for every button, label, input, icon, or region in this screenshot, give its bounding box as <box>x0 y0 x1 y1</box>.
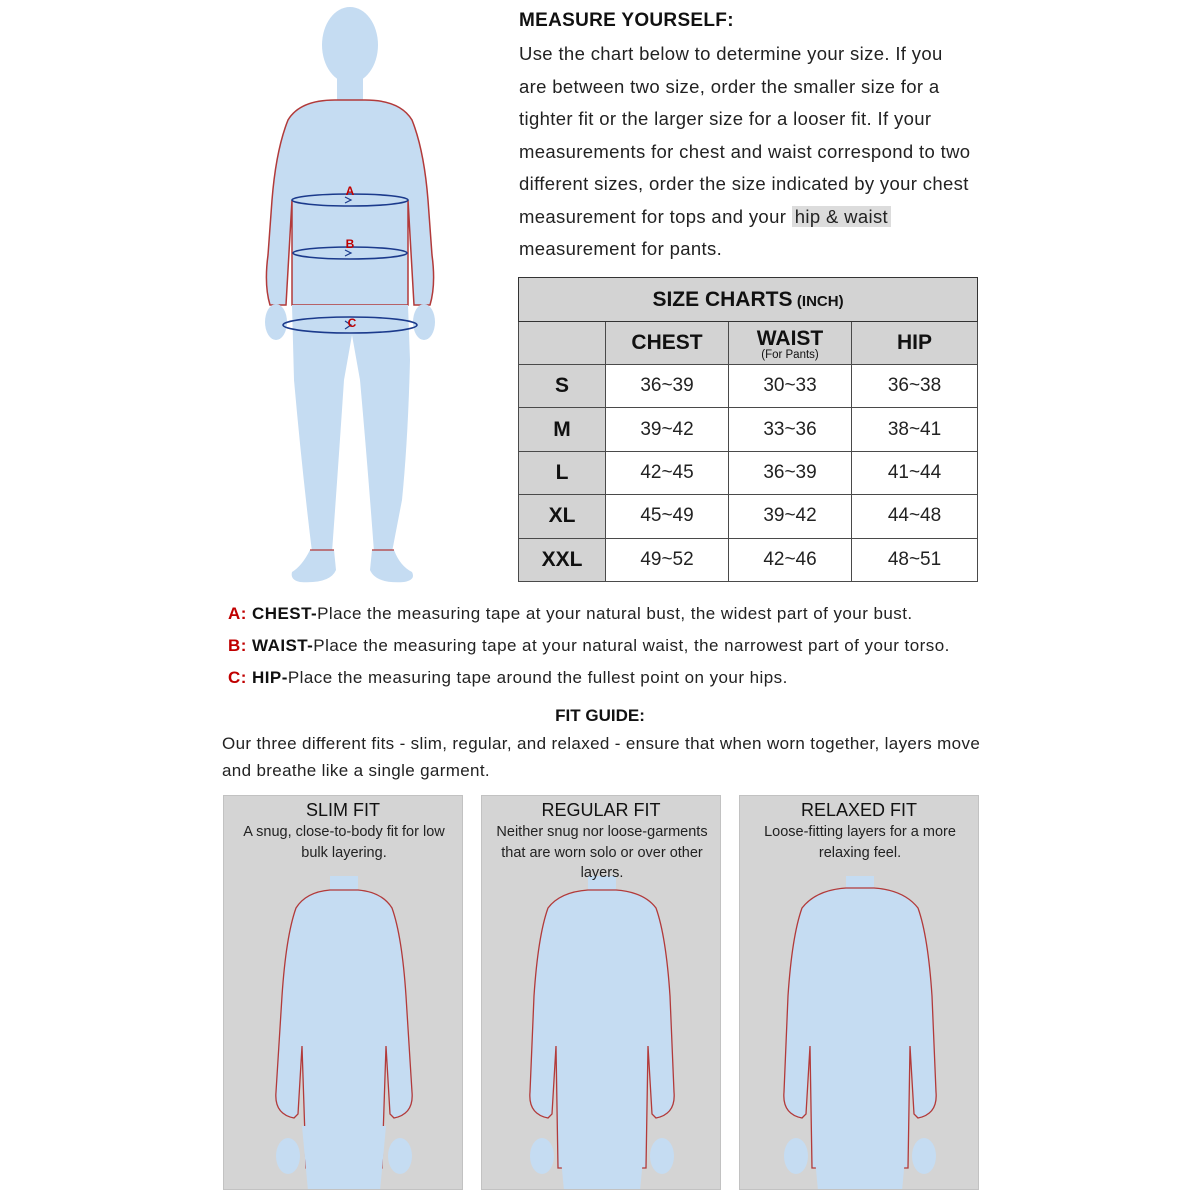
waist-value: 30~33 <box>729 365 852 408</box>
header-waist <box>729 322 852 365</box>
measure-instructions <box>519 38 975 266</box>
body-measurement-figure <box>240 0 480 592</box>
size-label: XXL <box>519 538 606 581</box>
header-empty-cell <box>519 322 606 365</box>
definition-letter: C: <box>228 668 247 687</box>
table-row <box>519 408 978 451</box>
fit-card-title: REGULAR FIT <box>541 800 661 820</box>
definition-waist <box>228 636 950 656</box>
size-label: M <box>519 408 606 451</box>
table-row <box>519 538 978 581</box>
waist-value: 33~36 <box>729 408 852 451</box>
definition-text: Place the measuring tape at your natural waist, the narrowest part of your torso. <box>313 636 950 655</box>
size-chart-unit: (INCH) <box>796 292 844 310</box>
table-row <box>519 451 978 494</box>
definition-letter: A: <box>228 604 247 623</box>
label-a: A <box>345 184 355 198</box>
measure-text-highlight: hip & waist <box>792 206 891 227</box>
fit-card-description: Loose-fitting layers for a more relaxing feel. <box>764 824 956 861</box>
size-label: S <box>519 365 606 408</box>
definition-term: CHEST- <box>252 604 318 623</box>
chest-value: 39~42 <box>606 408 729 451</box>
measure-title: MEASURE YOURSELF: <box>519 10 734 31</box>
fit-card-description: A snug, close-to-body fit for low bulk layering. <box>243 824 445 861</box>
header-waist-label: WAIST <box>756 326 824 350</box>
size-label: L <box>519 451 606 494</box>
size-label: XL <box>519 495 606 538</box>
header-waist-note: (For Pants) <box>761 348 819 361</box>
fit-card-title: RELAXED FIT <box>800 800 918 820</box>
measure-text-part2: measurement for pants. <box>519 238 723 259</box>
label-c: C <box>347 316 357 330</box>
waist-value: 36~39 <box>729 451 852 494</box>
fit-card-regular <box>481 795 721 1190</box>
chest-value: 45~49 <box>606 495 729 538</box>
table-row <box>519 365 978 408</box>
fit-card-description: Neither snug nor loose-garments that are worn solo or over other layers. <box>496 824 708 881</box>
hip-value: 41~44 <box>852 451 978 494</box>
fit-guide-title: FIT GUIDE: <box>555 706 645 725</box>
definition-text: Place the measuring tape around the fullest point on your hips. <box>287 668 788 687</box>
hip-value: 38~41 <box>852 408 978 451</box>
measure-text-part1: Use the chart below to determine your size. If you are between two size, order the smaller size for a tighter fit or the larger size for a looser fit. If your measurements for chest and waist correspond to two different sizes, order the size indicated by your chest measurement for tops and your <box>519 43 971 227</box>
label-b: B <box>345 237 355 251</box>
chest-value: 49~52 <box>606 538 729 581</box>
header-chest: CHEST <box>606 322 729 365</box>
size-chart-table <box>518 277 978 582</box>
size-chart-title-text: SIZE CHARTS <box>652 287 793 311</box>
definition-hip <box>228 668 788 688</box>
waist-value: 39~42 <box>729 495 852 538</box>
definition-term: HIP- <box>252 668 288 687</box>
header-hip: HIP <box>852 322 978 365</box>
chest-value: 36~39 <box>606 365 729 408</box>
definition-chest <box>228 604 913 624</box>
hip-value: 48~51 <box>852 538 978 581</box>
hip-value: 44~48 <box>852 495 978 538</box>
fit-card-relaxed <box>739 795 979 1190</box>
hip-value: 36~38 <box>852 365 978 408</box>
definition-letter: B: <box>228 636 247 655</box>
table-row <box>519 495 978 538</box>
fit-card-title: SLIM FIT <box>305 800 380 820</box>
size-chart-title <box>519 278 978 322</box>
definition-text: Place the measuring tape at your natural bust, the widest part of your bust. <box>317 604 913 623</box>
waist-value: 42~46 <box>729 538 852 581</box>
fit-guide-description: Our three different fits - slim, regular, and relaxed - ensure that when worn together, layers move and breathe like a single garment. <box>222 734 981 780</box>
fit-card-slim <box>223 795 463 1190</box>
definition-term: WAIST- <box>252 636 314 655</box>
chest-value: 42~45 <box>606 451 729 494</box>
